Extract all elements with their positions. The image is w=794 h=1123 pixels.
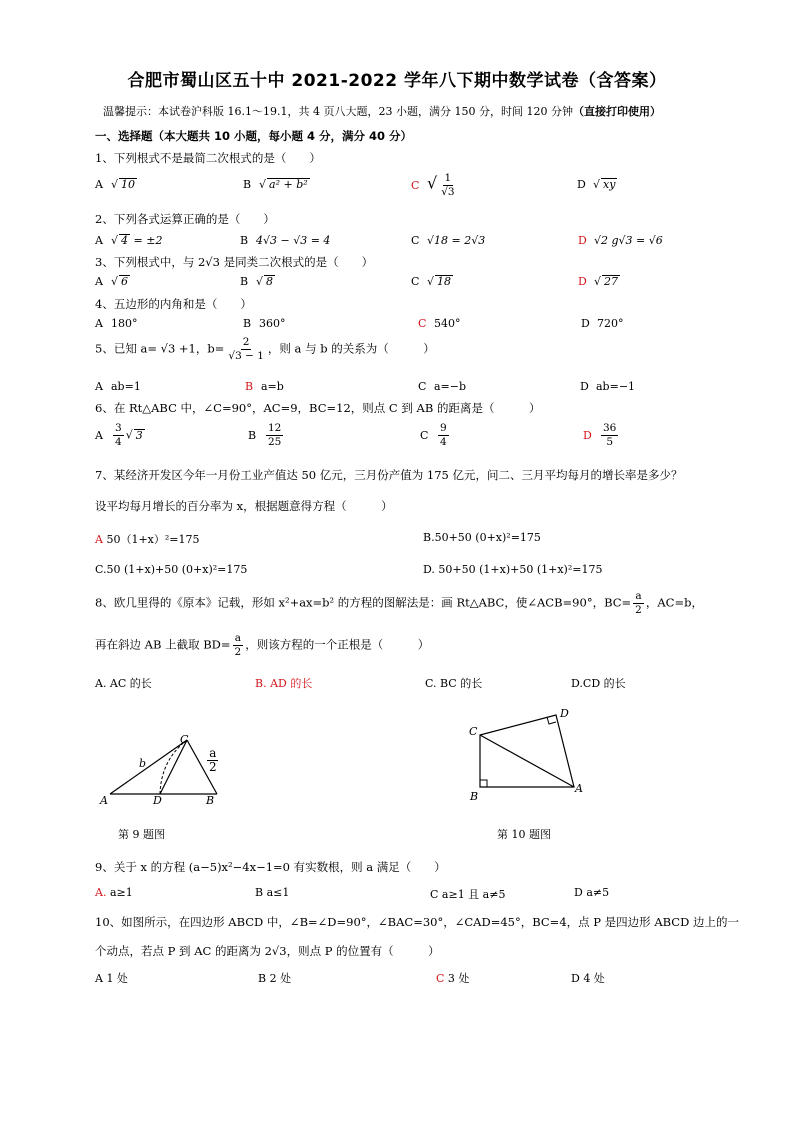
question-3-stem: 3、下列根式中，与 2√3 是同类二次根式的是（ ） (95, 255, 374, 269)
option-fraction: $\frac{9}{4}$ (440, 422, 447, 448)
q4-option-c (418, 317, 461, 330)
question-8-stem (95, 590, 703, 617)
option-letter: C (420, 428, 429, 442)
stem-pre: 5、已知 a= √3 +1，b= (95, 341, 225, 356)
right-angle-d (547, 717, 556, 724)
q7-option-a (95, 531, 200, 547)
question-4-stem: 4、五边形的内角和是（ ） (95, 297, 252, 311)
q9-option-a (95, 886, 133, 899)
question-1-stem: 1、下列根式不是最简二次根式的是（ ） (95, 151, 321, 165)
tip-text: 温馨提示：本试卷沪科版 16.1～19.1，共 4 页八大题，23 小题，满分 150 分，时间 120 分钟 (103, 105, 573, 118)
question-10-stem-2: 个动点，若点 P 到 AC 的距离为 2√3，则点 P 的位置有（ ） (95, 944, 440, 958)
stem-fraction: $\frac{a}{2}$ (635, 590, 642, 616)
fig10-label-b: B (470, 790, 479, 803)
option-fraction: $\frac{36}{5}$ (603, 422, 617, 448)
fig9-label-b-side: b (139, 757, 147, 770)
section-heading: 一、选择题（本大题共 10 小题，每小题 4 分，满分 40 分） (95, 129, 413, 143)
fig10-label-c: C (469, 725, 478, 738)
q3-option-a: A √ 6 (95, 275, 129, 288)
figure-9-caption: 第 9 题图 (118, 828, 165, 841)
question-8-stem-2 (95, 632, 429, 659)
q1-option-a: A √ 10 (95, 178, 136, 191)
fig10-label-d: D (560, 707, 569, 720)
option-text: ab=1 (111, 380, 141, 393)
option-text: = ±2 (133, 234, 163, 247)
q4-option-d (581, 317, 624, 330)
radicand: a² + b² (269, 178, 308, 191)
q6-option-c (420, 422, 451, 449)
q1-option-d: D √ xy (577, 178, 616, 191)
question-7-stem-2: 设平均每月增长的百分率为 x，根据题意得方程（ ） (95, 499, 393, 513)
fig9-label-d: D (153, 794, 162, 807)
q4-option-a (95, 317, 138, 330)
q10-option-a: A 1 处 (95, 972, 128, 985)
question-10-stem: 10、如图所示，在四边形 ABCD 中，∠B=∠D=90°，∠BAC=30°，∠CAD=45°，BC=4，点 P 是四边形 ABCD 边上的一 (95, 915, 739, 929)
q9-option-b: B a≤1 (255, 886, 290, 899)
option-letter-answer: D (578, 234, 587, 247)
fig9-half-label: $\frac{a}{2}$ (209, 746, 217, 774)
diagonal-ac (480, 735, 574, 787)
q8-option-b-answer: B. AD 的长 (255, 677, 313, 690)
figure-9-diagram (95, 728, 255, 812)
q10-option-b: B 2 处 (258, 972, 292, 985)
radicand: 6 (121, 275, 129, 288)
option-text: ab=−1 (596, 380, 636, 393)
option-letter-answer: B (245, 380, 254, 393)
question-9-stem: 9、关于 x 的方程 (a−5)x²−4x−1=0 有实数根，则 a 满足（ ） (95, 860, 446, 874)
option-letter: C (411, 234, 420, 247)
radicand: 27 (604, 275, 619, 288)
figure-10-caption: 第 10 题图 (497, 828, 551, 841)
option-fraction: $\frac{12}{25}$ (268, 422, 282, 448)
q7-option-d: D. 50+50 (1+x)+50 (1+x)²=175 (423, 563, 603, 576)
option-text: a=−b (434, 380, 467, 393)
option-letter-answer: D (583, 428, 592, 442)
option-letter-answer: C (436, 972, 445, 985)
stem-fraction: $\frac{2}{√3 - 1}$ (228, 336, 264, 362)
q10-option-c (436, 970, 469, 986)
question-7-stem: 7、某经济开发区今年一月份工业产值达 50 亿元，三月份产值为 175 亿元，问二、三月平均每月的增长率是多少？ (95, 468, 683, 482)
segment-cd (160, 740, 187, 794)
q8-option-c: C. BC 的长 (425, 677, 483, 690)
q4-option-b (243, 317, 286, 330)
stem-text: 再在斜边 AB 上截取 BD= (95, 637, 231, 652)
option-text: 360° (259, 317, 286, 330)
q5-option-d (580, 380, 635, 393)
q3-option-c: C √ 18 (411, 275, 452, 288)
option-letter: B (240, 275, 249, 288)
option-text: 4√3 − √3 = 4 (256, 234, 331, 247)
figure-10-diagram (470, 705, 590, 805)
q10-option-d: D 4 处 (571, 972, 605, 985)
option-text: √2 g√3 = √6 (594, 234, 663, 247)
option-text: a=b (261, 380, 284, 393)
option-letter: D (577, 178, 586, 191)
radicand-fraction: $\frac{1}{√3}$ (441, 172, 455, 198)
option-letter: A (95, 178, 103, 191)
radicand: xy (603, 178, 616, 191)
radicand: 4 (121, 234, 129, 247)
quadrilateral-abcd (480, 715, 574, 787)
fig9-label-c: C (180, 733, 189, 746)
option-letter: B (243, 317, 252, 330)
q1-option-c: C √ $\frac{1}{√3}$ (411, 172, 455, 198)
right-angle-b (480, 780, 487, 787)
question-6-stem: 6、在 Rt△ABC 中，∠C=90°，AC=9，BC=12，则点 C 到 AB 的距离是（ ） (95, 401, 541, 415)
stem-post: ，则 a 与 b 的关系为（ ） (267, 341, 435, 356)
option-text: √18 = 2√3 (427, 234, 486, 247)
option-fraction: $\frac{3}{4}$ (115, 422, 122, 448)
q5-option-a (95, 380, 141, 393)
radicand: 18 (437, 275, 452, 288)
fig10-label-a: A (575, 782, 583, 795)
option-letter: A (95, 275, 103, 288)
q2-option-a: A √ 4 = ±2 (95, 234, 163, 247)
q7-option-c: C.50 (1+x)+50 (0+x)²=175 (95, 563, 248, 576)
q6-option-b (248, 422, 285, 449)
stem-text: ，AC=b， (645, 595, 703, 610)
page-title: 合肥市蜀山区五十中 2021-2022 学年八下期中数学试卷（含答案） (127, 71, 667, 91)
option-letter-answer: A. (95, 886, 107, 899)
option-letter-answer: C (418, 317, 427, 330)
option-text: 3 处 (447, 972, 470, 985)
question-5-stem (95, 336, 435, 363)
option-text: a≥1 (109, 886, 133, 899)
fig9-label-b: B (206, 794, 215, 807)
q6-option-a: A $\frac{3}{4}$ √ 3 (95, 422, 143, 448)
q8-option-a: A. AC 的长 (95, 677, 152, 690)
option-letter-answer: A (95, 533, 103, 546)
q3-option-b: B √ 8 (240, 275, 274, 288)
tip-bold: （直接打印使用） (572, 105, 661, 118)
q7-option-b: B.50+50 (0+x)²=175 (423, 531, 541, 544)
option-letter: A (95, 428, 103, 442)
q1-option-b: B √ a² + b² (243, 178, 308, 191)
stem-text: 8、欧几里得的《原本》记载，形如 x²+ax=b² 的方程的图解法是：画 Rt△ABC，使∠ACB=90°，BC= (95, 595, 632, 610)
q9-option-c: C a≥1 且 a≠5 (430, 888, 506, 901)
q6-option-d (583, 422, 620, 449)
option-letter-answer: C (411, 178, 420, 192)
radicand: 8 (266, 275, 274, 288)
radicand: 10 (121, 178, 136, 191)
q2-option-b (240, 234, 330, 247)
option-letter-answer: D (578, 275, 587, 288)
option-letter: A (95, 317, 103, 330)
radicand: 3 (135, 428, 143, 442)
q5-option-b (245, 380, 284, 393)
q2-option-d (578, 234, 663, 247)
option-letter: C (418, 380, 427, 393)
option-letter: A (95, 234, 103, 247)
option-letter: B (248, 428, 257, 442)
stem-text: ，则该方程的一个正根是（ ） (245, 637, 430, 652)
tip-line (103, 103, 661, 119)
q8-option-d: D.CD 的长 (571, 677, 626, 690)
option-letter: B (243, 178, 252, 191)
q5-option-c (418, 380, 466, 393)
question-2-stem: 2、下列各式运算正确的是（ ） (95, 212, 275, 226)
q3-option-d: D √ 27 (578, 275, 619, 288)
option-letter: D (581, 317, 590, 330)
q2-option-c (411, 234, 485, 247)
q9-option-d: D a≠5 (574, 886, 610, 899)
option-letter: D (580, 380, 589, 393)
option-text: 720° (597, 317, 624, 330)
stem-fraction: $\frac{a}{2}$ (234, 632, 242, 658)
option-text: 180° (111, 317, 138, 330)
fig9-label-a: A (100, 794, 108, 807)
option-text: 540° (434, 317, 461, 330)
option-letter: C (411, 275, 420, 288)
option-letter: A (95, 380, 103, 393)
option-letter: B (240, 234, 249, 247)
segment-ac (110, 740, 187, 794)
option-text: 50（1+x）²=175 (106, 533, 200, 546)
